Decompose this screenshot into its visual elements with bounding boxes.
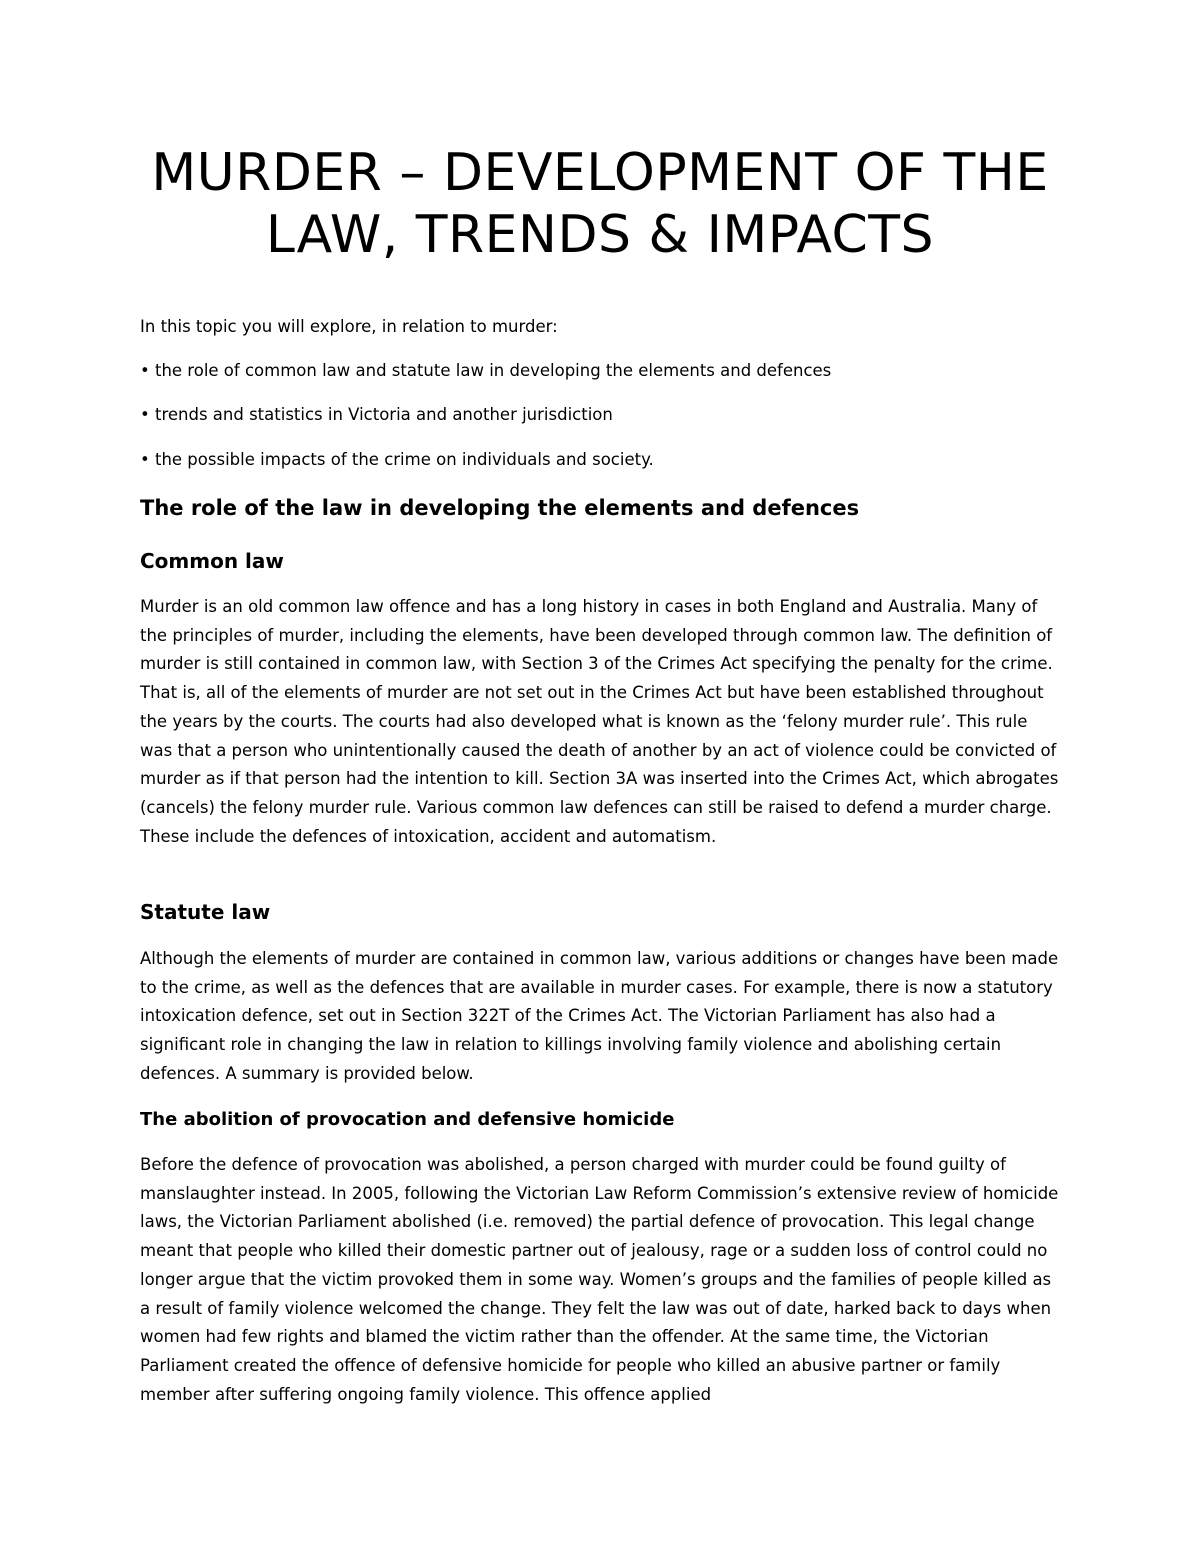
intro-bullet-3: • the possible impacts of the crime on individuals and society. (140, 446, 1060, 475)
heading-abolition-provocation: The abolition of provocation and defensive homicide (140, 1109, 675, 1130)
section-heading-role-of-law: The role of the law in developing the elements and defences (140, 496, 860, 520)
intro-bullet-2: • trends and statistics in Victoria and another jurisdiction (140, 401, 1060, 430)
heading-common-law: Common law (140, 549, 284, 573)
intro-lead: In this topic you will explore, in relation to murder: (140, 317, 558, 336)
paragraph-common-law: Murder is an old common law offence and has a long history in cases in both England and Australia. Many of the principles of murder, including the elements, have been developed through common law. The definition of murder is still contained in common law, with Section 3 of the Crimes Act specifying the penalty for the crime. That is, all of the elements of murder are not set out in the Crimes Act but have been established throughout the years by the courts. The courts had also developed what is known as the ‘felony murder rule’. This rule was that a person who unintentionally caused the death of another by an act of violence could be convicted of murder as if that person had the intention to kill. Section 3A was inserted into the Crimes Act, which abrogates (cancels) the felony murder rule. Various common law defences can still be raised to defend a murder charge. These include the defences of intoxication, accident and automatism. (140, 597, 1059, 846)
paragraph-statute-law: Although the elements of murder are contained in common law, various additions or changes have been made to the crime, as well as the defences that are available in murder cases. For example, there is now a statutory intoxication defence, set out in Section 322T of the Crimes Act. The Victorian Parliament has also had a significant role in changing the law in relation to killings involving family violence and abolishing certain defences. A summary is provided below. (140, 949, 1059, 1083)
intro-bullet-1: • the role of common law and statute law in developing the elements and defences (140, 357, 1060, 386)
document-title (140, 142, 1060, 266)
heading-statute-law: Statute law (140, 900, 271, 924)
title-line-1: MURDER – DEVELOPMENT OF THE (151, 143, 1049, 203)
title-line-2: LAW, TRENDS & IMPACTS (265, 205, 935, 265)
paragraph-abolition-provocation: Before the defence of provocation was abolished, a person charged with murder could be found guilty of manslaughter instead. In 2005, following the Victorian Law Reform Commission’s extensive review of homicide laws, the Victorian Parliament abolished (i.e. removed) the partial defence of provocation. This legal change meant that people who killed their domestic partner out of jealousy, rage or a sudden loss of control could no longer argue that the victim provoked them in some way. Women’s groups and the families of people killed as a result of family violence welcomed the change. They felt the law was out of date, harked back to days when women had few rights and blamed the victim rather than the offender. At the same time, the Victorian Parliament created the offence of defensive homicide for people who killed an abusive partner or family member after suffering ongoing family violence. This offence applied (140, 1155, 1059, 1404)
